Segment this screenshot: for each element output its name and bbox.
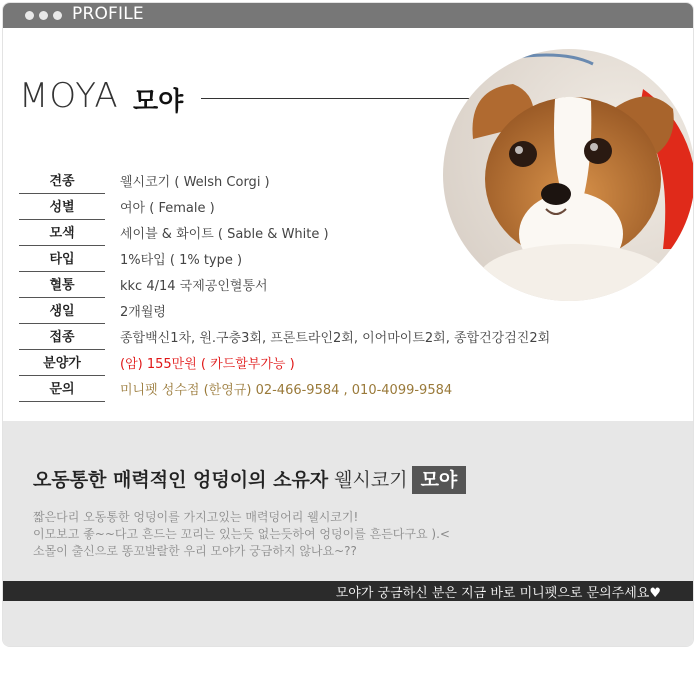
row-label: 견종 — [19, 171, 105, 194]
cta-bar — [3, 581, 693, 601]
header-title: PROFILE — [72, 4, 144, 24]
row-value: 여아 ( Female ) — [120, 201, 215, 216]
profile-card — [2, 2, 694, 647]
promo-line: 짧은다리 오동통한 엉덩이를 가지고있는 매력덩어리 웰시코기! — [33, 510, 359, 524]
headline-name-tag: 모야 — [412, 466, 467, 494]
promo-line: 소몰이 출신으로 똥꼬발랄한 우리 모야가 궁금하지 않나요~?? — [33, 544, 357, 558]
dot-icon — [39, 11, 48, 20]
promo-headline — [33, 465, 466, 494]
promo-description — [33, 509, 450, 560]
price-value: (암) 155만원 ( 카드할부가능 ) — [120, 357, 295, 372]
row-label: 타입 — [19, 249, 105, 272]
row-label: 생일 — [19, 301, 105, 324]
dot-icon — [53, 11, 62, 20]
row-label: 성별 — [19, 197, 105, 220]
dog-name-english: MOYA — [19, 76, 119, 116]
name-divider — [201, 98, 501, 99]
row-value: 세이블 & 화이트 ( Sable & White ) — [120, 227, 329, 242]
headline-bold: 오동통한 매력적인 엉덩이의 소유자 — [33, 469, 329, 491]
promo-line: 이모보고 좋~~다고 흔드는 꼬리는 있는듯 없는듯하여 엉덩이를 흔든다구요 ).< — [33, 527, 450, 541]
row-label: 접종 — [19, 327, 105, 350]
row-value: 웰시코기 ( Welsh Corgi ) — [120, 175, 270, 190]
row-label: 분양가 — [19, 353, 105, 376]
contact-value: 미니펫 성수점 (한영규) 02-466-9584 , 010-4099-9584 — [120, 383, 453, 398]
puppy-photo-image — [443, 49, 694, 301]
row-value: kkc 4/14 국제공인혈통서 — [120, 279, 268, 294]
window-dots — [25, 11, 62, 20]
dog-name-korean: 모야 — [133, 87, 184, 117]
row-label: 혈통 — [19, 275, 105, 298]
row-value: 2개월령 — [120, 305, 166, 320]
row-value: 1%타입 ( 1% type ) — [120, 253, 243, 268]
headline-breed: 웰시코기 — [334, 469, 408, 491]
promo-panel — [3, 421, 693, 647]
cta-text: 모야가 궁금하신 분은 지금 바로 미니펫으로 문의주세요♥ — [335, 586, 661, 601]
profile-header-bar — [3, 3, 693, 28]
dot-icon — [25, 11, 34, 20]
puppy-photo — [443, 49, 694, 301]
row-label: 모색 — [19, 223, 105, 246]
row-label: 문의 — [19, 379, 105, 402]
row-value: 종합백신1차, 원.구충3회, 프론트라인2회, 이어마이트2회, 종합건강검진2회 — [120, 331, 551, 346]
